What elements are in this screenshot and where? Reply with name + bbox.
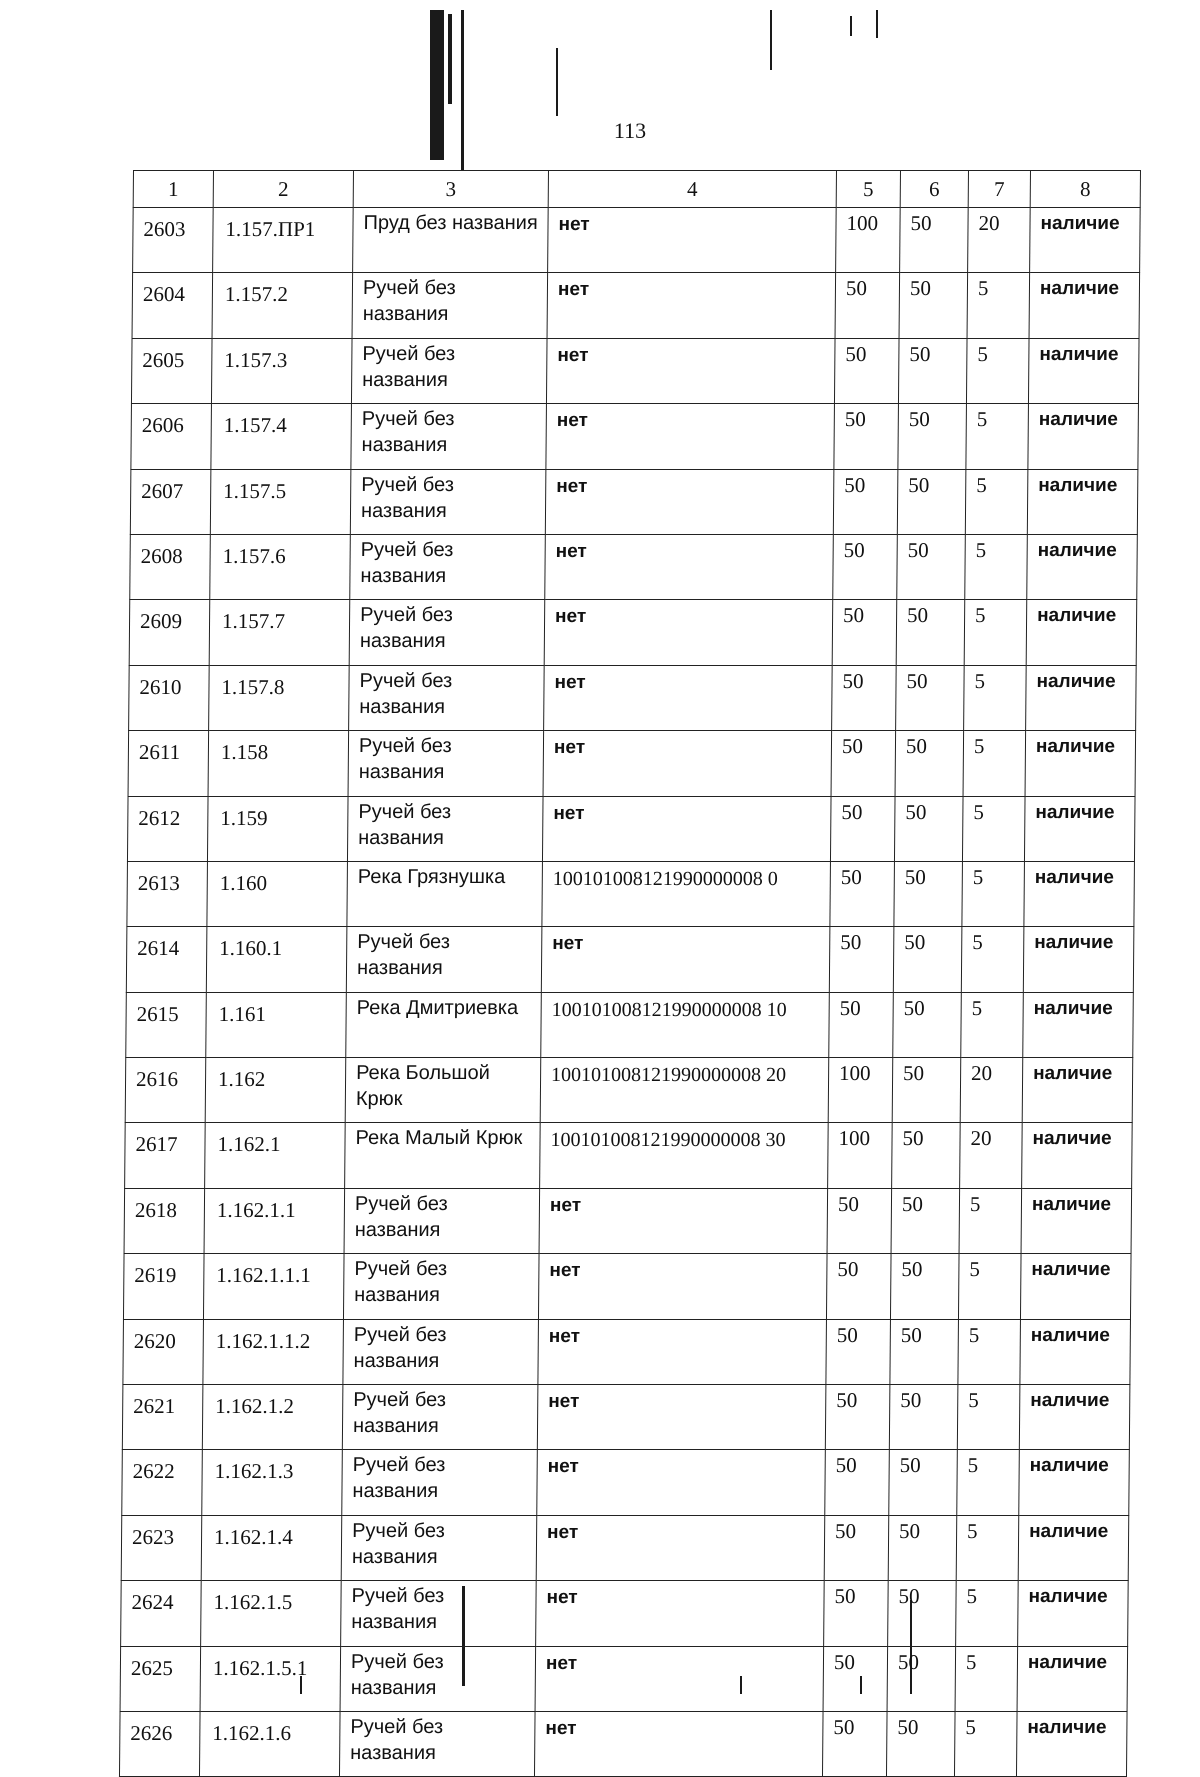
object-code-cell: 1.157.8: [209, 665, 350, 730]
object-code-cell: 1.162.1.1.2: [203, 1319, 344, 1384]
object-code-cell: 1.161: [206, 992, 347, 1057]
table-row: [121, 1515, 1129, 1580]
status-cell: наличие: [1020, 1254, 1131, 1319]
value-cell: 50: [887, 1646, 956, 1711]
data-table: [119, 170, 1141, 1777]
table-row: [121, 1581, 1129, 1646]
registry-code-cell: нет: [542, 796, 831, 861]
value-cell: 50: [832, 665, 897, 730]
object-name-cell: Ручей без названия: [346, 927, 542, 992]
scan-artifact: [850, 16, 852, 36]
table-row: [127, 861, 1135, 926]
status-cell: наличие: [1018, 1581, 1129, 1646]
status-cell: наличие: [1025, 731, 1136, 796]
value-cell: 5: [957, 1385, 1020, 1450]
object-name-cell: Ручей без названия: [341, 1515, 537, 1580]
value-cell: 5: [956, 1581, 1019, 1646]
object-code-cell: 1.157.ПР1: [213, 208, 354, 273]
column-header: 3: [353, 171, 548, 208]
scan-artifact: [461, 10, 464, 170]
status-cell: наличие: [1019, 1450, 1130, 1515]
value-cell: 50: [824, 1515, 889, 1580]
registry-code-cell: нет: [541, 927, 830, 992]
status-cell: наличие: [1029, 273, 1140, 338]
row-number-cell: 2612: [127, 796, 208, 861]
row-number-cell: 2615: [126, 992, 207, 1057]
row-number-cell: 2611: [128, 731, 209, 796]
row-number-cell: 2608: [130, 534, 211, 599]
value-cell: 5: [958, 1254, 1021, 1319]
value-cell: 50: [893, 927, 962, 992]
row-number-cell: 2603: [133, 208, 214, 273]
object-name-cell: Река Малый Крюк: [345, 1123, 541, 1188]
object-code-cell: 1.162.1.1.1: [203, 1254, 344, 1319]
value-cell: 50: [889, 1385, 958, 1450]
value-cell: 50: [830, 861, 895, 926]
value-cell: 5: [964, 600, 1027, 665]
registry-code-cell: нет: [544, 665, 833, 730]
object-name-cell: Ручей без названия: [351, 404, 547, 469]
table-row: [130, 469, 1138, 534]
value-cell: 50: [892, 1123, 961, 1188]
object-code-cell: 1.162.1.5: [201, 1581, 342, 1646]
object-code-cell: 1.157.6: [210, 534, 351, 599]
value-cell: 50: [894, 796, 963, 861]
table-row: [125, 1123, 1133, 1188]
object-code-cell: 1.160: [207, 861, 348, 926]
object-code-cell: 1.162.1.3: [202, 1450, 343, 1515]
object-code-cell: 1.157.3: [211, 338, 352, 403]
scan-artifact: [876, 10, 878, 38]
row-number-cell: 2624: [121, 1581, 202, 1646]
value-cell: 50: [896, 665, 965, 730]
table-row: [129, 665, 1137, 730]
value-cell: 5: [965, 534, 1028, 599]
row-number-cell: 2610: [129, 665, 210, 730]
row-number-cell: 2621: [122, 1385, 203, 1450]
object-name-cell: Пруд без названия: [353, 208, 549, 273]
status-cell: наличие: [1023, 927, 1134, 992]
value-cell: 50: [888, 1581, 957, 1646]
object-name-cell: Ручей без названия: [343, 1319, 539, 1384]
table-row: [126, 927, 1134, 992]
object-name-cell: Ручей без названия: [344, 1188, 540, 1253]
row-number-cell: 2623: [121, 1515, 202, 1580]
value-cell: 100: [828, 1123, 893, 1188]
scan-artifact: [770, 10, 772, 70]
table-row: [123, 1254, 1131, 1319]
status-cell: наличие: [1027, 469, 1138, 534]
table-row: [126, 992, 1134, 1057]
object-code-cell: 1.162.1.1: [204, 1188, 345, 1253]
value-cell: 50: [897, 534, 966, 599]
value-cell: 5: [959, 1188, 1022, 1253]
value-cell: 5: [964, 665, 1027, 730]
row-number-cell: 2618: [124, 1188, 205, 1253]
column-header: 7: [968, 171, 1030, 208]
table-row: [125, 1058, 1133, 1123]
table-row: [131, 338, 1139, 403]
value-cell: 50: [890, 1254, 959, 1319]
value-cell: 5: [957, 1450, 1020, 1515]
registry-code-cell: нет: [538, 1319, 827, 1384]
table-row: [127, 796, 1135, 861]
row-number-cell: 2619: [123, 1254, 204, 1319]
object-name-cell: Река Дмитриевка: [346, 992, 542, 1057]
row-number-cell: 2607: [130, 469, 211, 534]
status-cell: наличие: [1017, 1646, 1128, 1711]
column-header: 5: [836, 171, 900, 208]
value-cell: 50: [827, 1188, 892, 1253]
row-number-cell: 2609: [129, 600, 210, 665]
object-code-cell: 1.157.7: [209, 600, 350, 665]
registry-code-cell: нет: [537, 1450, 826, 1515]
table-row: [129, 600, 1137, 665]
registry-code-cell: 100101008121990000008 30: [540, 1123, 829, 1188]
registry-code-cell: 100101008121990000008 10: [541, 992, 830, 1057]
object-name-cell: Ручей без названия: [349, 665, 545, 730]
value-cell: 50: [829, 992, 894, 1057]
status-cell: наличие: [1024, 861, 1135, 926]
column-header: 6: [900, 171, 968, 208]
object-name-cell: Ручей без названия: [351, 338, 547, 403]
object-code-cell: 1.162.1.5.1: [200, 1646, 341, 1711]
value-cell: 50: [891, 1188, 960, 1253]
object-code-cell: 1.162.1.6: [199, 1711, 340, 1776]
value-cell: 50: [825, 1450, 890, 1515]
value-cell: 50: [826, 1254, 891, 1319]
scan-artifact: [556, 48, 558, 116]
registry-code-cell: нет: [535, 1646, 824, 1711]
object-name-cell: Ручей без названия: [343, 1254, 539, 1319]
column-header: 4: [548, 171, 836, 208]
object-name-cell: Ручей без названия: [341, 1581, 537, 1646]
scan-artifact: [448, 14, 452, 104]
scan-artifact: [430, 10, 444, 160]
value-cell: 5: [961, 992, 1024, 1057]
status-cell: наличие: [1022, 1123, 1133, 1188]
value-cell: 50: [900, 208, 969, 273]
status-cell: наличие: [1028, 338, 1139, 403]
value-cell: 50: [892, 1058, 961, 1123]
object-name-cell: Ручей без названия: [352, 273, 548, 338]
header-row: [133, 171, 1140, 208]
row-number-cell: 2617: [125, 1123, 206, 1188]
object-name-cell: Ручей без названия: [342, 1385, 538, 1450]
status-cell: наличие: [1026, 600, 1137, 665]
table-row: [122, 1385, 1130, 1450]
object-code-cell: 1.157.4: [211, 404, 352, 469]
value-cell: 5: [963, 731, 1026, 796]
row-number-cell: 2614: [126, 927, 207, 992]
object-code-cell: 1.157.5: [210, 469, 351, 534]
object-name-cell: Ручей без названия: [350, 469, 546, 534]
registry-code-cell: нет: [547, 273, 836, 338]
object-code-cell: 1.162.1.4: [201, 1515, 342, 1580]
value-cell: 50: [886, 1711, 955, 1776]
status-cell: наличие: [1024, 796, 1135, 861]
row-number-cell: 2604: [132, 273, 213, 338]
status-cell: наличие: [1026, 665, 1137, 730]
value-cell: 5: [966, 338, 1029, 403]
status-cell: наличие: [1023, 992, 1134, 1057]
object-name-cell: Ручей без названия: [348, 731, 544, 796]
value-cell: 5: [967, 273, 1030, 338]
value-cell: 50: [895, 731, 964, 796]
object-name-cell: Река Большой Крюк: [345, 1058, 541, 1123]
value-cell: 20: [960, 1058, 1023, 1123]
object-name-cell: Ручей без названия: [340, 1646, 536, 1711]
registry-code-cell: 100101008121990000008 20: [540, 1058, 829, 1123]
registry-code-cell: нет: [545, 469, 834, 534]
value-cell: 100: [828, 1058, 893, 1123]
object-code-cell: 1.162.1: [205, 1123, 346, 1188]
object-name-cell: Ручей без названия: [349, 600, 545, 665]
value-cell: 50: [830, 796, 895, 861]
value-cell: 50: [834, 338, 899, 403]
object-code-cell: 1.159: [207, 796, 348, 861]
table-body: [119, 208, 1140, 1777]
table-row: [120, 1646, 1128, 1711]
value-cell: 50: [893, 992, 962, 1057]
registry-code-cell: нет: [538, 1254, 827, 1319]
value-cell: 100: [836, 208, 901, 273]
object-code-cell: 1.157.2: [212, 273, 353, 338]
value-cell: 5: [966, 404, 1029, 469]
row-number-cell: 2625: [120, 1646, 201, 1711]
row-number-cell: 2605: [131, 338, 212, 403]
object-code-cell: 1.158: [208, 731, 349, 796]
table-row: [122, 1450, 1130, 1515]
object-name-cell: Река Грязнушка: [347, 861, 543, 926]
registry-code-cell: нет: [546, 338, 835, 403]
object-code-cell: 1.160.1: [206, 927, 347, 992]
table-row: [124, 1188, 1132, 1253]
column-header: 2: [213, 171, 353, 208]
table-row: [130, 534, 1138, 599]
value-cell: 5: [955, 1646, 1018, 1711]
registry-code-cell: нет: [536, 1581, 825, 1646]
value-cell: 50: [898, 338, 967, 403]
registry-code-cell: нет: [537, 1385, 826, 1450]
value-cell: 50: [888, 1515, 957, 1580]
value-cell: 5: [958, 1319, 1021, 1384]
column-header: 8: [1030, 171, 1140, 208]
value-cell: 50: [897, 469, 966, 534]
column-header: 1: [133, 171, 213, 208]
registry-code-cell: нет: [534, 1711, 823, 1776]
value-cell: 50: [834, 404, 899, 469]
status-cell: наличие: [1027, 534, 1138, 599]
value-cell: 5: [962, 796, 1025, 861]
value-cell: 50: [822, 1711, 887, 1776]
status-cell: наличие: [1020, 1319, 1131, 1384]
registry-code-cell: нет: [539, 1188, 828, 1253]
value-cell: 5: [956, 1515, 1019, 1580]
value-cell: 50: [833, 469, 898, 534]
value-cell: 50: [890, 1319, 959, 1384]
value-cell: 20: [960, 1123, 1023, 1188]
value-cell: 20: [968, 208, 1031, 273]
table-row: [132, 273, 1140, 338]
value-cell: 50: [894, 861, 963, 926]
table-row: [128, 731, 1136, 796]
value-cell: 50: [898, 404, 967, 469]
row-number-cell: 2606: [131, 404, 212, 469]
status-cell: наличие: [1030, 208, 1141, 273]
status-cell: наличие: [1018, 1515, 1129, 1580]
value-cell: 5: [962, 861, 1025, 926]
registry-code-cell: нет: [548, 208, 837, 273]
status-cell: наличие: [1019, 1385, 1130, 1450]
value-cell: 50: [823, 1646, 888, 1711]
row-number-cell: 2622: [122, 1450, 203, 1515]
page-number: 113: [613, 118, 647, 143]
value-cell: 50: [825, 1385, 890, 1450]
value-cell: 5: [961, 927, 1024, 992]
object-name-cell: Ручей без названия: [347, 796, 543, 861]
value-cell: 50: [889, 1450, 958, 1515]
row-number-cell: 2613: [127, 861, 208, 926]
table-row: [123, 1319, 1131, 1384]
object-name-cell: Ручей без названия: [339, 1711, 535, 1776]
row-number-cell: 2626: [119, 1711, 200, 1776]
value-cell: 50: [896, 600, 965, 665]
object-name-cell: Ручей без названия: [342, 1450, 538, 1515]
status-cell: наличие: [1022, 1058, 1133, 1123]
status-cell: наличие: [1021, 1188, 1132, 1253]
registry-code-cell: нет: [536, 1515, 825, 1580]
object-code-cell: 1.162.1.2: [202, 1385, 343, 1450]
value-cell: 50: [833, 534, 898, 599]
registry-code-cell: нет: [544, 600, 833, 665]
value-cell: 50: [824, 1581, 889, 1646]
registry-code-cell: 100101008121990000008 0: [542, 861, 831, 926]
value-cell: 5: [965, 469, 1028, 534]
row-number-cell: 2620: [123, 1319, 204, 1384]
value-cell: 50: [835, 273, 900, 338]
value-cell: 50: [826, 1319, 891, 1384]
object-name-cell: Ручей без названия: [350, 534, 546, 599]
registry-code-cell: нет: [546, 404, 835, 469]
value-cell: 50: [831, 731, 896, 796]
object-code-cell: 1.162: [205, 1058, 346, 1123]
value-cell: 50: [899, 273, 968, 338]
table-row: [119, 1711, 1127, 1776]
value-cell: 50: [829, 927, 894, 992]
registry-code-cell: нет: [545, 534, 834, 599]
table-row: [131, 404, 1139, 469]
status-cell: наличие: [1016, 1711, 1127, 1776]
row-number-cell: 2616: [125, 1058, 206, 1123]
registry-code-cell: нет: [543, 731, 832, 796]
value-cell: 5: [954, 1711, 1017, 1776]
value-cell: 50: [832, 600, 897, 665]
status-cell: наличие: [1028, 404, 1139, 469]
table-row: [133, 208, 1141, 273]
